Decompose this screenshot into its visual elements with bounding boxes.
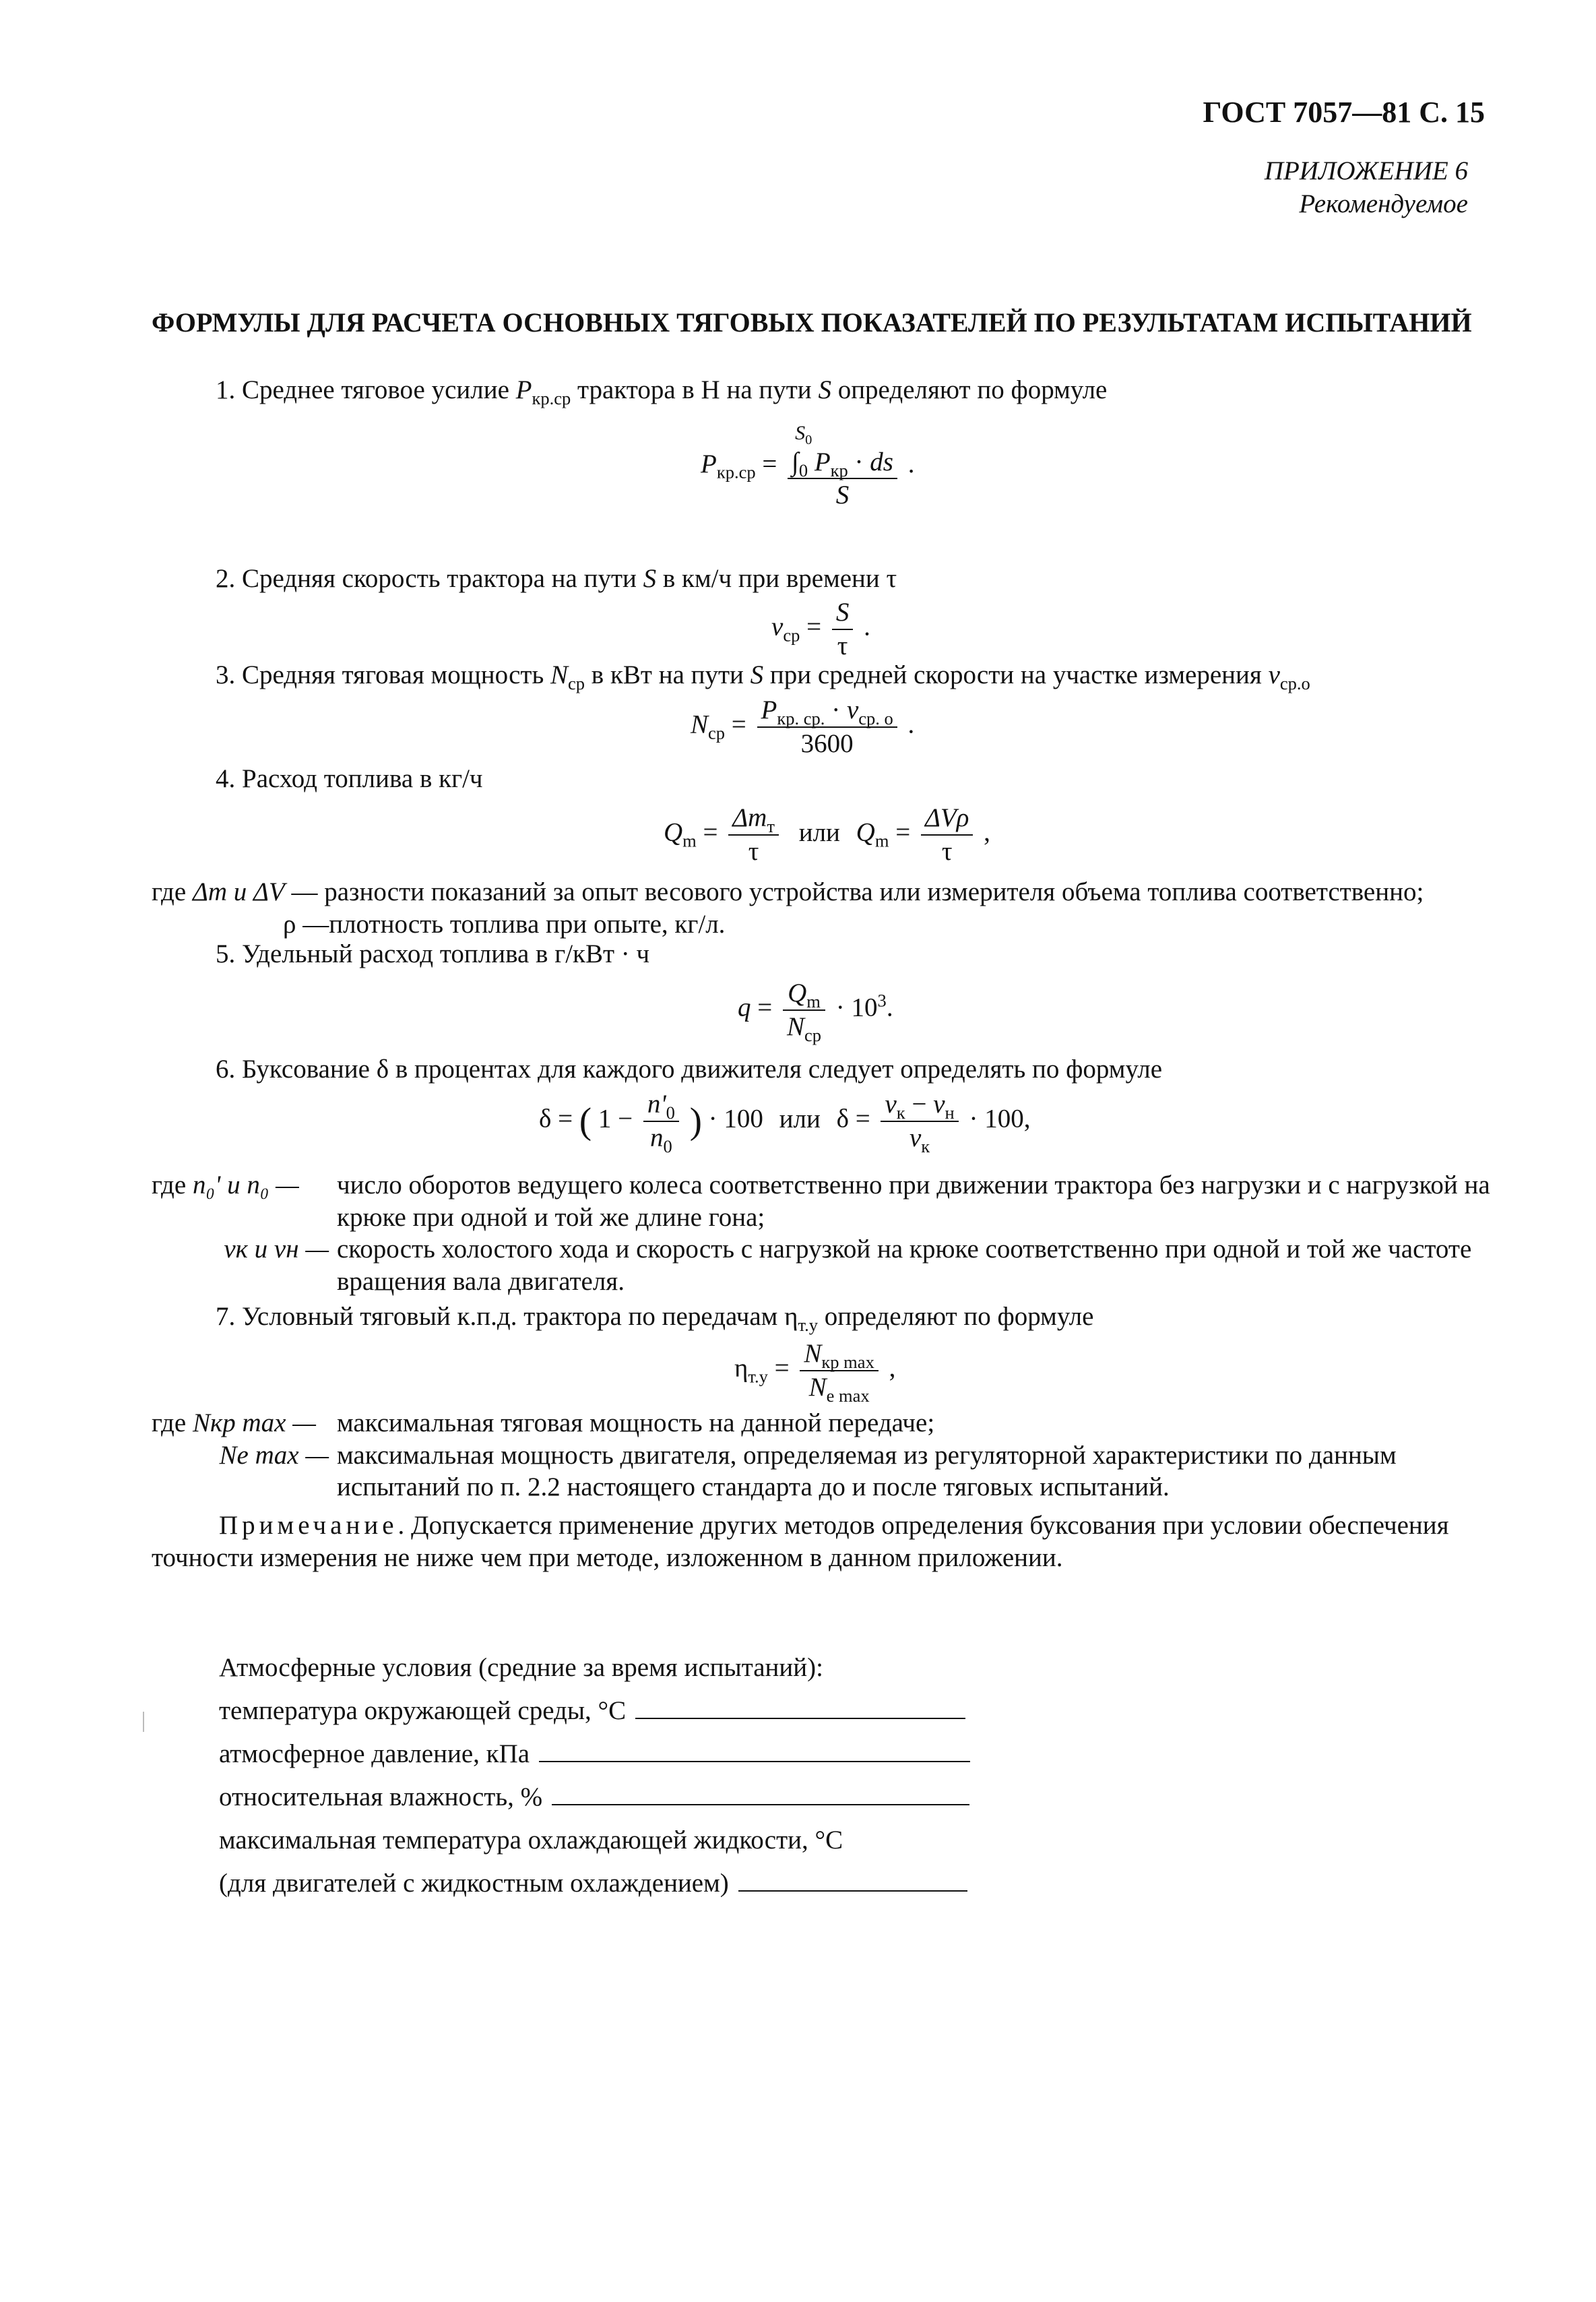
paren-open: (	[579, 1100, 592, 1142]
item-text: Средняя тяговая мощность	[242, 660, 544, 689]
fraction-numerator	[757, 694, 897, 728]
multiplier: · 10	[835, 993, 878, 1022]
definition-row	[152, 1407, 1492, 1439]
where-lead: где	[152, 1171, 187, 1200]
definition-text: — разности показаний за опыт весового устройства или измерителя объема топлива соответственно;	[291, 877, 1424, 906]
fraction-denominator	[643, 1122, 679, 1154]
formula-lhs-sub: m	[682, 830, 697, 851]
formula-lhs-sub: m	[874, 830, 889, 851]
item-number: 7.	[216, 1302, 236, 1331]
formula-lhs: N	[691, 710, 709, 739]
item-text: Среднее тяговое усилие	[242, 375, 509, 404]
formula-end: .	[907, 710, 915, 739]
appendix-block	[1265, 155, 1468, 221]
numerator-term-sub: 0	[666, 1102, 675, 1123]
dot: ·	[854, 447, 864, 476]
symbol: S	[750, 660, 764, 689]
definition-text: максимальная мощность двигателя, определяемая из регуляторной характеристики по данным испытаний по п. 2.2 настоящего стандарта до и после тяговых испытаний.	[337, 1440, 1397, 1502]
formula-lhs-sub: ср	[708, 722, 726, 743]
paren-term: 1 −	[598, 1104, 633, 1133]
fraction-denominator: τ	[941, 836, 953, 866]
formula-lhs: η	[734, 1353, 748, 1383]
blank-line[interactable]	[552, 1797, 969, 1805]
definition-row	[152, 908, 1492, 941]
numerator-term-sub: н	[945, 1102, 955, 1123]
definition-term-cell	[152, 1169, 337, 1202]
where-lead: где	[152, 1408, 187, 1437]
field-label: температура окружающей среды, °С	[219, 1696, 627, 1726]
symbol: S	[818, 375, 831, 404]
atmo-field-pressure	[219, 1727, 1095, 1770]
integral-upper	[792, 421, 893, 446]
appendix-status: Рекомендуемое	[1299, 189, 1468, 218]
numerator-term-sub: ср. о	[858, 708, 893, 728]
integral-sign: ∫	[792, 447, 799, 476]
fraction-numerator	[881, 1088, 958, 1122]
integral-lower: 0	[798, 460, 808, 480]
ds: ds	[870, 447, 893, 476]
item-2	[216, 563, 897, 595]
where-block-4	[152, 876, 1492, 940]
denominator-term: v	[909, 1123, 922, 1152]
fraction-denominator	[800, 1371, 878, 1404]
formula-end: .	[886, 993, 893, 1022]
item-1	[216, 374, 1107, 406]
note-label: Примечание	[219, 1511, 398, 1540]
equals-sign: =	[762, 449, 777, 478]
symbol-sub: т.у	[798, 1314, 818, 1335]
item-number: 6.	[216, 1055, 236, 1084]
numerator-term: Q	[788, 978, 807, 1007]
definition-row	[152, 1169, 1492, 1233]
fraction	[728, 802, 779, 867]
item-text: Удельный расход топлива в г/кВт · ч	[242, 939, 650, 968]
symbol-sub: кр.ср	[532, 387, 571, 408]
numerator-term: Δm	[732, 803, 767, 832]
numerator-term-sub: кр. ср.	[777, 708, 825, 728]
formula-7	[734, 1338, 896, 1406]
definition-term: Nкр max —	[192, 1408, 316, 1437]
fraction-numerator	[783, 977, 825, 1011]
definition-row	[152, 1439, 1492, 1503]
numerator-term-sub: кр max	[821, 1351, 874, 1372]
item-7	[216, 1301, 1093, 1333]
item-number: 4.	[216, 764, 236, 793]
fraction-denominator: S	[835, 480, 850, 510]
multiplier: · 100	[708, 1104, 763, 1133]
item-number: 5.	[216, 939, 236, 968]
field-label: относительная влажность, %	[219, 1782, 543, 1812]
symbol: η	[784, 1302, 798, 1331]
minus-sign: −	[912, 1090, 927, 1119]
where-block-6	[152, 1169, 1492, 1297]
item-text: в кВт на пути	[591, 660, 744, 689]
item-number: 2.	[216, 564, 236, 593]
denominator-term-sub: 0	[663, 1136, 672, 1156]
formula-end: ,	[1023, 1104, 1031, 1133]
atmo-field-temperature	[219, 1684, 1095, 1727]
item-text: Средняя скорость трактора на пути	[242, 564, 637, 593]
numerator-term: P	[761, 695, 777, 724]
formula-lhs: δ	[539, 1104, 552, 1133]
fraction-denominator: τ	[748, 836, 759, 866]
field-label: максимальная температура охлаждающей жидкости, °С	[219, 1826, 843, 1855]
or-word: или	[798, 817, 840, 847]
formula-end: ,	[889, 1353, 896, 1383]
margin-mark	[143, 1712, 144, 1732]
definition-row	[152, 1233, 1492, 1297]
denominator-term-sub: e max	[826, 1385, 870, 1406]
field-label: атмосферное давление, кПа	[219, 1739, 530, 1769]
equals-sign: =	[895, 817, 911, 847]
fraction	[783, 977, 825, 1043]
fraction	[881, 1088, 958, 1154]
numerator-term: N	[804, 1339, 822, 1368]
definition-text: максимальная тяговая мощность на данной передаче;	[337, 1408, 935, 1437]
definition-text: скорость холостого хода и скорость с нагрузкой на крюке соответственно при одной и той же частоте вращения вала двигателя.	[337, 1235, 1472, 1296]
definition-term: n₀' и n₀ —	[192, 1171, 299, 1200]
equals-sign: =	[703, 817, 718, 847]
fraction-numerator	[643, 1088, 679, 1122]
note	[152, 1510, 1492, 1574]
upper-limit: S	[795, 422, 806, 444]
denominator-term-sub: ср	[804, 1024, 822, 1045]
formula-lhs: q	[738, 993, 751, 1022]
formula-lhs-sub: т.у	[748, 1366, 768, 1387]
item-6	[216, 1053, 1162, 1086]
definition-term-cell	[152, 1439, 337, 1472]
blank-line[interactable]	[635, 1711, 965, 1719]
formula-5	[738, 977, 893, 1043]
definition-term: ρ	[283, 909, 296, 939]
definition-row	[152, 876, 1492, 908]
denominator-term: N	[787, 1012, 805, 1041]
formula-lhs-sub: кр.ср	[716, 462, 756, 483]
equals-sign: =	[731, 710, 746, 739]
equals-sign: =	[806, 612, 822, 642]
blank-line[interactable]	[539, 1754, 970, 1762]
dot: ·	[831, 695, 841, 724]
or-word: или	[779, 1104, 821, 1133]
item-text: Условный тяговый к.п.д. трактора по передачам	[242, 1302, 778, 1331]
fraction	[757, 694, 897, 759]
equals-sign: =	[757, 993, 773, 1022]
numerator-term: v	[885, 1090, 897, 1119]
formula-4	[664, 802, 990, 867]
numerator-term-sub: m	[806, 991, 821, 1012]
item-5	[216, 938, 649, 970]
symbol-sub: ср	[568, 673, 585, 693]
formula-lhs: v	[771, 612, 784, 642]
integrand-sub: кр	[830, 460, 848, 480]
note-text: . Допускается применение других методов определения буксования при условии обеспечения точности измерения не ниже чем при методе, изложенном в данном приложении.	[152, 1511, 1449, 1572]
fraction-denominator: τ	[837, 631, 848, 660]
definition-term-cell	[152, 1407, 337, 1439]
atmospheric-conditions	[219, 1641, 1095, 1900]
item-text: определяют по формуле	[824, 1302, 1094, 1331]
symbol-sub: ср.о	[1279, 673, 1310, 693]
item-text: трактора в Н на пути	[577, 375, 812, 404]
item-text: в км/ч при времени τ	[662, 564, 897, 593]
equals-sign: =	[774, 1353, 790, 1383]
numerator-term-sub: к	[896, 1102, 905, 1123]
formula-lhs: Q	[664, 817, 683, 847]
page-title: ФОРМУЛЫ ДЛЯ РАСЧЕТА ОСНОВНЫХ ТЯГОВЫХ ПОКАЗАТЕЛЕЙ ПО РЕЗУЛЬТАТАМ ИСПЫТАНИЙ	[152, 307, 1472, 338]
fraction-denominator: 3600	[800, 728, 854, 758]
symbol: N	[550, 660, 568, 689]
formula-6	[539, 1088, 1030, 1154]
power: 3	[877, 990, 887, 1011]
formula-lhs: P	[701, 449, 717, 478]
fraction-numerator	[788, 421, 897, 479]
item-number: 1.	[216, 375, 236, 404]
fraction	[788, 421, 897, 511]
numerator-term-sub: т	[767, 815, 775, 836]
field-label: (для двигателей с жидкостным охлаждением)	[219, 1869, 729, 1898]
definition-term: Δm и ΔV	[192, 877, 285, 906]
fraction	[643, 1088, 679, 1154]
fraction	[800, 1338, 878, 1406]
integrand: P	[814, 447, 831, 476]
definition-text: число оборотов ведущего колеса соответственно при движении трактора без нагрузки и с нагрузкой на крюке при одной и той же длине гона;	[337, 1171, 1490, 1232]
fraction-numerator: S	[832, 596, 854, 630]
formula-end: ,	[984, 817, 990, 847]
equals-sign: =	[855, 1104, 870, 1133]
atmo-field-coolant	[219, 1813, 1095, 1857]
appendix-name: ПРИЛОЖЕНИЕ 6	[1264, 156, 1468, 185]
fraction-denominator	[783, 1011, 825, 1043]
upper-limit-sub: 0	[805, 433, 812, 447]
numerator-term: v	[933, 1090, 945, 1119]
item-4	[216, 763, 483, 795]
item-text: определяют по формуле	[837, 375, 1108, 404]
atmo-heading	[219, 1641, 1095, 1684]
formula-1	[701, 421, 914, 511]
item-text: Расход топлива в кг/ч	[242, 764, 483, 793]
definition-term: vк и vн —	[224, 1235, 329, 1264]
fraction	[832, 596, 854, 662]
where-lead: где	[152, 877, 187, 906]
multiplier: · 100	[969, 1104, 1024, 1133]
fraction-denominator	[881, 1122, 958, 1154]
formula-lhs-sub: ср	[783, 625, 800, 646]
atmo-field-coolant-note	[219, 1857, 1095, 1900]
symbol: v	[1268, 660, 1280, 689]
definition-text: —плотность топлива при опыте, кг/л.	[302, 909, 726, 939]
symbol: P	[515, 375, 532, 404]
numerator-term: v	[846, 695, 859, 724]
formula-2	[771, 596, 870, 662]
denominator-term: n	[650, 1123, 664, 1152]
paren-close: )	[689, 1100, 702, 1142]
atmo-field-humidity	[219, 1770, 1095, 1813]
formula-3	[691, 694, 914, 759]
definition-term-cell	[152, 1233, 337, 1266]
symbol: S	[643, 564, 657, 593]
denominator-term: N	[808, 1372, 827, 1402]
numerator-term: n'	[647, 1090, 666, 1119]
formula-lhs: Q	[856, 817, 875, 847]
fraction-numerator	[728, 802, 779, 836]
formula-end: .	[864, 612, 870, 642]
atmo-heading-text: Атмосферные условия (средние за время испытаний):	[219, 1653, 823, 1683]
equals-sign: =	[558, 1104, 573, 1133]
fraction	[921, 802, 973, 867]
item-text: Буксование δ в процентах для каждого движителя следует определять по формуле	[242, 1055, 1163, 1084]
formula-end: .	[907, 449, 915, 478]
fraction-numerator	[800, 1338, 878, 1371]
fraction-numerator: ΔVρ	[921, 802, 973, 836]
item-text: при средней скорости на участке измерения	[769, 660, 1262, 689]
page-header: ГОСТ 7057—81 С. 15	[1203, 96, 1485, 129]
formula-lhs: δ	[836, 1104, 849, 1133]
denominator-term-sub: к	[921, 1136, 930, 1156]
definition-term: Ne max —	[219, 1440, 329, 1470]
item-3	[216, 659, 1310, 691]
where-block-7	[152, 1407, 1492, 1503]
item-number: 3.	[216, 660, 236, 689]
blank-line[interactable]	[738, 1884, 967, 1892]
